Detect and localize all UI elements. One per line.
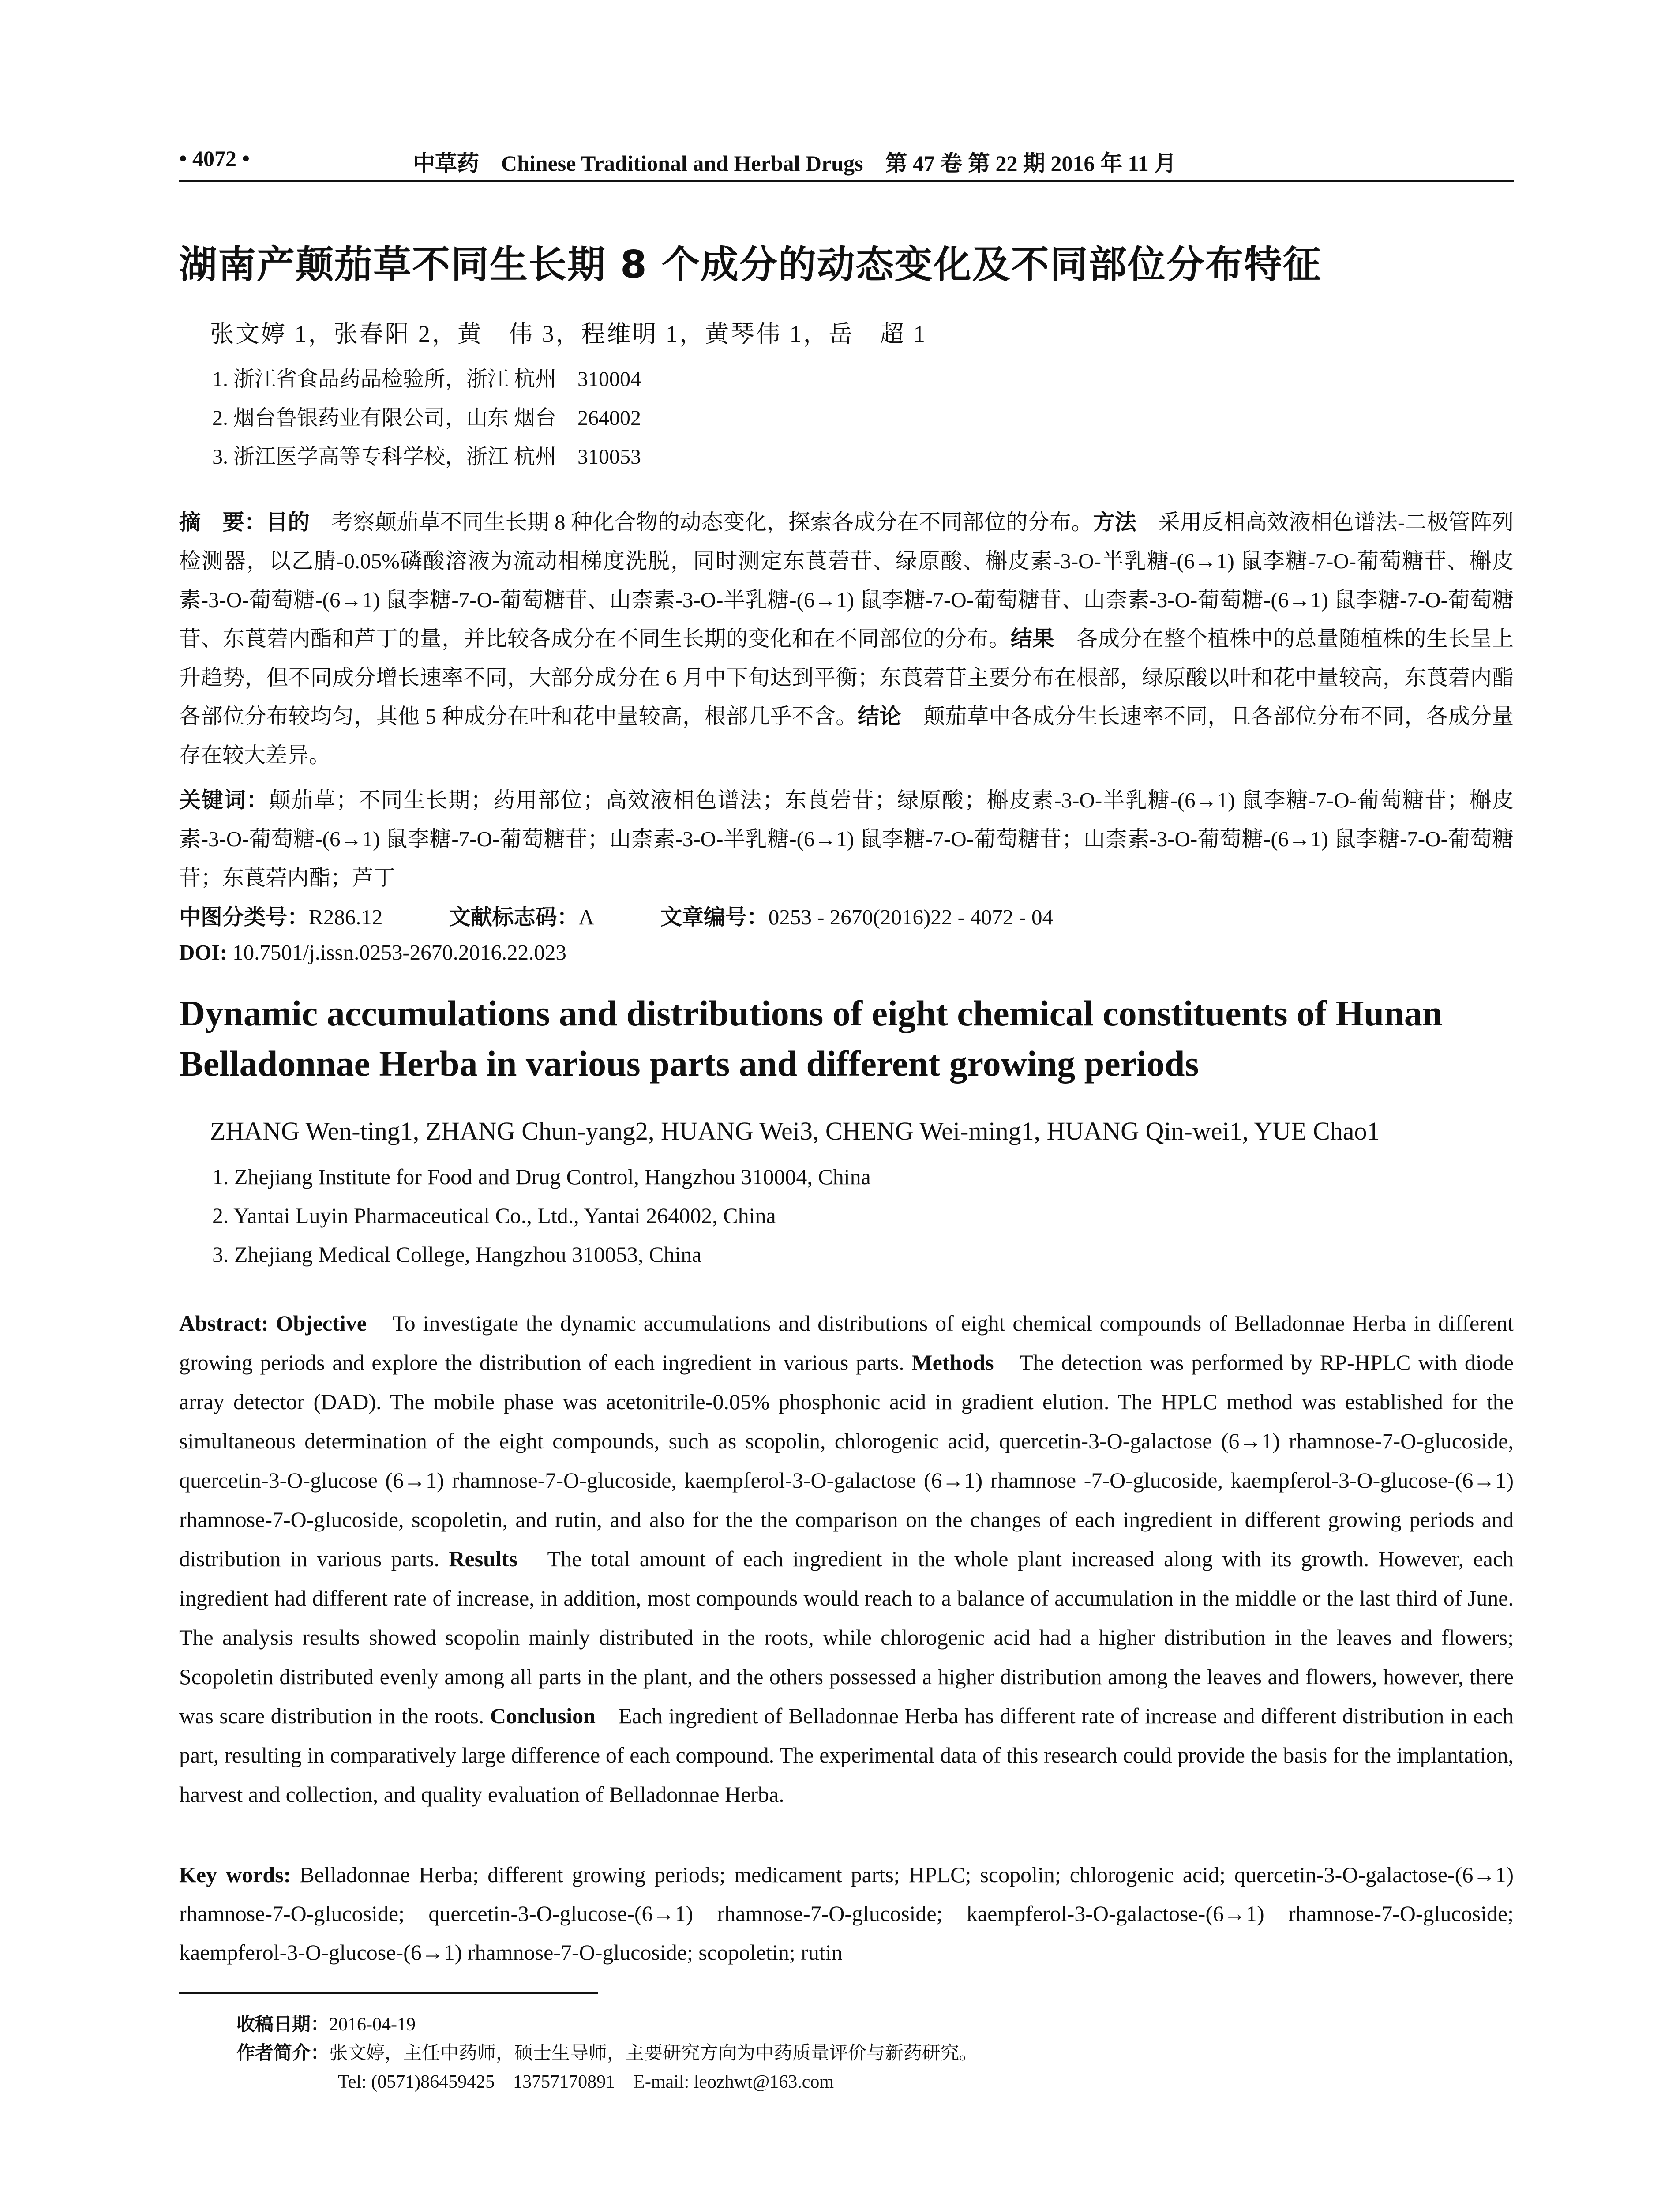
en-abstract-label: Abstract: Objective <box>179 1311 367 1336</box>
english-affiliation-1: 1. Zhejiang Institute for Food and Drug Control, Hangzhou 310004, China <box>212 1164 871 1189</box>
en-objective-text: To investigate the dynamic accumulations and distributions of eight chemical compounds of Belladonnae Herba in different growing periods and explore the distribution of each ingredient in various parts. <box>179 1311 1514 1375</box>
english-affiliation-2: 2. Yantai Luyin Pharmaceutical Co., Ltd., Yantai 264002, China <box>212 1203 776 1228</box>
en-results-text: The total amount of each ingredient in the whole plant increased along with its growth. However, each ingredient had different rate of increase, in addition, most compounds would reach to a balance of accumulation in the middle or the last third of June. The analysis results showed scopolin mainly distributed in the roots, while chlorogenic acid had a higher distribution in the leaves and flowers; Scopoletin distributed evenly among all parts in the plant, and the others possessed a higher distribution among the leaves and flowers, however, there was scare distribution in the roots. <box>179 1546 1514 1728</box>
page-number: • 4072 • <box>179 146 250 171</box>
journal-info: 中草药 Chinese Traditional and Herbal Drugs 第 47 卷 第 22 期 2016 年 11 月 <box>413 151 1177 176</box>
en-conclusion-text: Each ingredient of Belladonnae Herba has different rate of increase and different distribution in each part, resulting in comparatively large difference of each compound. The experimental data of this research could provide the basis for the implantation, harvest and collection, and quality evaluation of Belladonnae Herba. <box>179 1703 1514 1807</box>
objective-label: 目的 <box>266 510 310 535</box>
objective-text: 考察颠茄草不同生长期 8 种化合物的动态变化，探索各成分在不同部位的分布。 <box>309 510 1093 534</box>
doc-code-value: A <box>578 905 594 929</box>
english-title: Dynamic accumulations and distributions of eight chemical constituents of Hunan Belladonnae Herba in various parts and different growing periods <box>179 993 1443 1084</box>
author-bio: 张文婷，主任中药师，硕士生导师，主要研究方向为中药质量评价与新药研究。 <box>329 2043 978 2063</box>
received-date: 2016-04-19 <box>329 2015 416 2035</box>
clc-label: 中图分类号： <box>179 904 309 930</box>
results-label: 结果 <box>1010 626 1054 651</box>
doi-line <box>179 940 566 965</box>
classification-line <box>179 900 1053 931</box>
running-header <box>179 140 1514 182</box>
chinese-affiliation-3: 3. 浙江医学高等专科学校，浙江 杭州 310053 <box>212 445 641 469</box>
chinese-affiliation-2: 2. 烟台鲁银药业有限公司，山东 烟台 264002 <box>212 406 641 430</box>
chinese-authors: 张文婷 1，张春阳 2，黄 伟 3，程维明 1，黄琴伟 1，岳 超 1 <box>210 321 927 347</box>
doi-label: DOI: <box>179 940 227 964</box>
methods-text: 采用反相高效液相色谱法-二极管阵列检测器，以乙腈-0.05%磷酸溶液为流动相梯度洗脱，同时测定东莨菪苷、绿原酸、槲皮素-3-O-半乳糖-(6→1) 鼠李糖-7-O-葡萄糖苷、槲皮素-3-O-葡萄糖-(6→1) 鼠李糖-7-O-葡萄糖苷、山柰素-3-O-半乳糖-(6→1) 鼠李糖-7-O-葡萄糖苷、山柰素-3-O-葡萄糖-(6→1) 鼠李糖-7-O-葡萄糖苷、东莨菪内酯和芦丁的量，并比较各成分在不同生长期的变化和在不同部位的分布。 <box>179 510 1514 651</box>
english-authors: ZHANG Wen-ting1, ZHANG Chun-yang2, HUANG Wei3, CHENG Wei-ming1, HUANG Qin-wei1, YUE Chao1 <box>210 1117 1380 1145</box>
footnote-received <box>236 2010 416 2036</box>
english-abstract <box>179 1304 1514 1814</box>
chinese-keywords <box>179 781 1514 897</box>
english-keywords <box>179 1855 1514 1972</box>
en-keywords-label: Key words: <box>179 1862 291 1887</box>
chinese-abstract <box>179 503 1514 775</box>
article-no-label: 文章编号： <box>660 904 769 930</box>
english-affiliation-3: 3. Zhejiang Medical College, Hangzhou 310053, China <box>212 1242 702 1267</box>
keywords-text: 颠茄草；不同生长期；药用部位；高效液相色谱法；东莨菪苷；绿原酸；槲皮素-3-O-半乳糖-(6→1) 鼠李糖-7-O-葡萄糖苷；槲皮素-3-O-葡萄糖-(6→1) 鼠李糖-7-O-葡萄糖苷；山柰素-3-O-半乳糖-(6→1) 鼠李糖-7-O-葡萄糖苷；山柰素-3-O-葡萄糖-(6→1) 鼠李糖-7-O-葡萄糖苷；东莨菪内酯；芦丁 <box>179 788 1514 890</box>
conclusion-label: 结论 <box>857 704 902 729</box>
conclusion-text: 颠茄草中各成分生长速率不同，且各部位分布不同，各成分量存在较大差异。 <box>179 704 1514 767</box>
clc-value: R286.12 <box>309 905 383 929</box>
chinese-title: 湖南产颠茄草不同生长期 8 个成分的动态变化及不同部位分布特征 <box>179 243 1322 287</box>
en-results-label: Results <box>449 1546 518 1571</box>
received-label: 收稿日期： <box>236 2013 330 2035</box>
article-no-value: 0253 - 2670(2016)22 - 4072 - 04 <box>768 905 1053 929</box>
author-bio-label: 作者简介： <box>236 2042 330 2063</box>
keywords-label: 关键词： <box>179 788 269 813</box>
footnote-rule <box>179 1992 598 1994</box>
doi-value: 10.7501/j.issn.0253-2670.2016.22.023 <box>227 940 566 964</box>
abstract-label: 摘 要： <box>179 510 266 535</box>
doc-code-label: 文献标志码： <box>449 904 579 930</box>
en-methods-label: Methods <box>911 1350 994 1375</box>
footnote-author <box>236 2038 978 2065</box>
footnote-contact: Tel: (0571)86459425 13757170891 E-mail: leozhwt@163.com <box>338 2072 834 2092</box>
en-methods-text: The detection was performed by RP-HPLC with diode array detector (DAD). The mobile phase was acetonitrile-0.05% phosphonic acid in gradient elution. The HPLC method was established for the simultaneous determination of the eight compounds, such as scopolin, chlorogenic acid, quercetin-3-O-galactose (6→1) rhamnose-7-O-glucoside, quercetin-3-O-glucose (6→1) rhamnose-7-O-glucoside, kaempferol-3-O-galactose (6→1) rhamnose -7-O-glucoside, kaempferol-3-O-glucose-(6→1) rhamnose-7-O-glucoside, scopoletin, and rutin, and also for the the comparison on the changes of each ingredient in different growing periods and distribution in various parts. <box>179 1350 1514 1571</box>
results-text: 各成分在整个植株中的总量随植株的生长呈上升趋势，但不同成分增长速率不同，大部分成分在 6 月中下旬达到平衡；东莨菪苷主要分布在根部，绿原酸以叶和花中量较高，东莨菪内酯各部位分布较均匀，其他 5 种成分在叶和花中量较高，根部几乎不含。 <box>179 627 1514 728</box>
en-keywords-text: Belladonnae Herba; different growing periods; medicament parts; HPLC; scopolin; chlorogenic acid; quercetin-3-O-galactose-(6→1) rhamnose-7-O-glucoside; quercetin-3-O-glucose-(6→1) rhamnose-7-O-glucoside; kaempferol-3-O-galactose-(6→1) rhamnose-7-O-glucoside; kaempferol-3-O-glucose-(6→1) rhamnose-7-O-glucoside; scopoletin; rutin <box>179 1862 1514 1965</box>
chinese-affiliation-1: 1. 浙江省食品药品检验所，浙江 杭州 310004 <box>212 368 641 391</box>
en-conclusion-label: Conclusion <box>490 1703 596 1728</box>
methods-label: 方法 <box>1093 510 1137 535</box>
